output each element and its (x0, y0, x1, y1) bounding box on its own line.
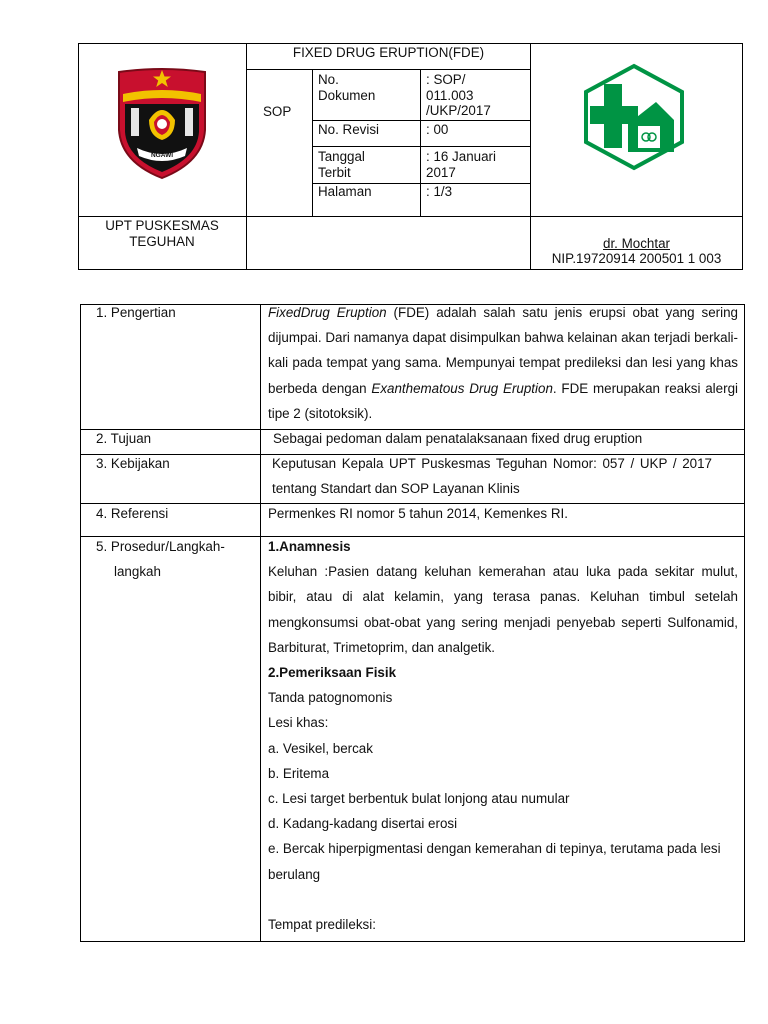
exam-line: Tanda patognomonis (268, 690, 393, 706)
field-value-tanggal-terbit: : 16 Januari 2017 (426, 149, 496, 180)
signatory-nip: NIP.19720914 200501 1 003 (551, 251, 722, 266)
puskesmas-cross-icon (578, 62, 690, 172)
institution-name: UPT PUSKESMAS TEGUHAN (105, 218, 219, 249)
anamnesis-heading: 1.Anamnesis (268, 539, 351, 554)
term-exanthematous: Exanthematous Drug Eruption (371, 380, 553, 396)
section-label-referensi: 4. Referensi (96, 506, 169, 521)
field-label-no-dokumen: No. Dokumen (318, 72, 376, 103)
exam-line: Lesi khas: (268, 715, 329, 731)
section-label-prosedur (96, 534, 225, 584)
signatory-name: dr. Mochtar (603, 236, 670, 251)
document-title: FIXED DRUG ERUPTION(FDE) (292, 45, 485, 60)
blank-line (268, 887, 738, 912)
exam-line: e. Bercak hiperpigmentasi dengan kemerahan di tepinya, terutama pada lesi berulang (268, 841, 721, 882)
field-label-halaman: Halaman (318, 184, 372, 199)
section-text-referensi: Permenkes RI nomor 5 tahun 2014, Kemenkes RI. (268, 506, 568, 521)
prosedur-label-line2: langkah (114, 564, 161, 580)
exam-heading: 2.Pemeriksaan Fisik (268, 665, 397, 681)
field-value-no-dokumen: : SOP/ 011.003 /UKP/2017 (426, 72, 491, 118)
section-text-tujuan: Sebagai pedoman dalam penatalaksanaan fixed drug eruption (273, 431, 643, 446)
pengertian-text-end: . FDE merupakan reaksi alergi tipe 2 (sitotoksik). (268, 380, 738, 421)
exam-line: b. Eritema (268, 765, 330, 781)
field-value-no-revisi: : 00 (426, 122, 449, 137)
field-label-tanggal-terbit: Tanggal Terbit (318, 149, 365, 180)
section-label-tujuan: 2. Tujuan (96, 431, 152, 446)
pengertian-text-part: (FDE) adalah salah satu jenis erupsi obat yang sering dijumpai. Dari namanya dapat disimpulkan bahwa kelainan akan terjadi berkali-kali pada tempat yang sama. Mempunyai tempat predileksi dan lesi yang khas berbeda dengan (268, 305, 738, 396)
section-text-pengertian (268, 300, 738, 426)
exam-line: a. Vesikel, bercak (268, 740, 373, 756)
section-text-kebijakan: Keputusan Kepala UPT Puskesmas Teguhan Nomor: 057 / UKP / 2017 tentang Standart dan SOP Layanan Klinis (272, 456, 739, 497)
svg-text:NGAWI: NGAWI (150, 152, 174, 159)
predilection-label: Tempat predileksi: (268, 917, 376, 933)
document-type: SOP (263, 104, 292, 119)
exam-line: d. Kadang-kadang disertai erosi (268, 816, 458, 832)
term-fixed-drug-eruption: FixedDrug Eruption (268, 305, 387, 320)
exam-line: c. Lesi target berbentuk bulat lonjong atau numular (268, 791, 570, 807)
field-value-halaman: : 1/3 (426, 184, 453, 199)
section-label-kebijakan: 3. Kebijakan (96, 456, 170, 471)
section-label-pengertian: 1. Pengertian (96, 305, 176, 320)
anamnesis-text: Keluhan :Pasien datang keluhan kemerahan atau luka pada sekitar mulut, bibir, atau di alat kelamin, yang terasa panas. Keluhan timbul setelah mengkonsumsi obat-obat yang sering menjadi penyebab seperti Sulfonamid, Barbiturat, Trimetoprim, dan analgetik. (268, 564, 738, 655)
section-text-prosedur (268, 534, 738, 937)
field-label-no-revisi: No. Revisi (318, 122, 380, 137)
ngawi-regency-shield-icon (113, 64, 211, 182)
prosedur-label-line1: 5. Prosedur/Langkah- (96, 539, 225, 554)
